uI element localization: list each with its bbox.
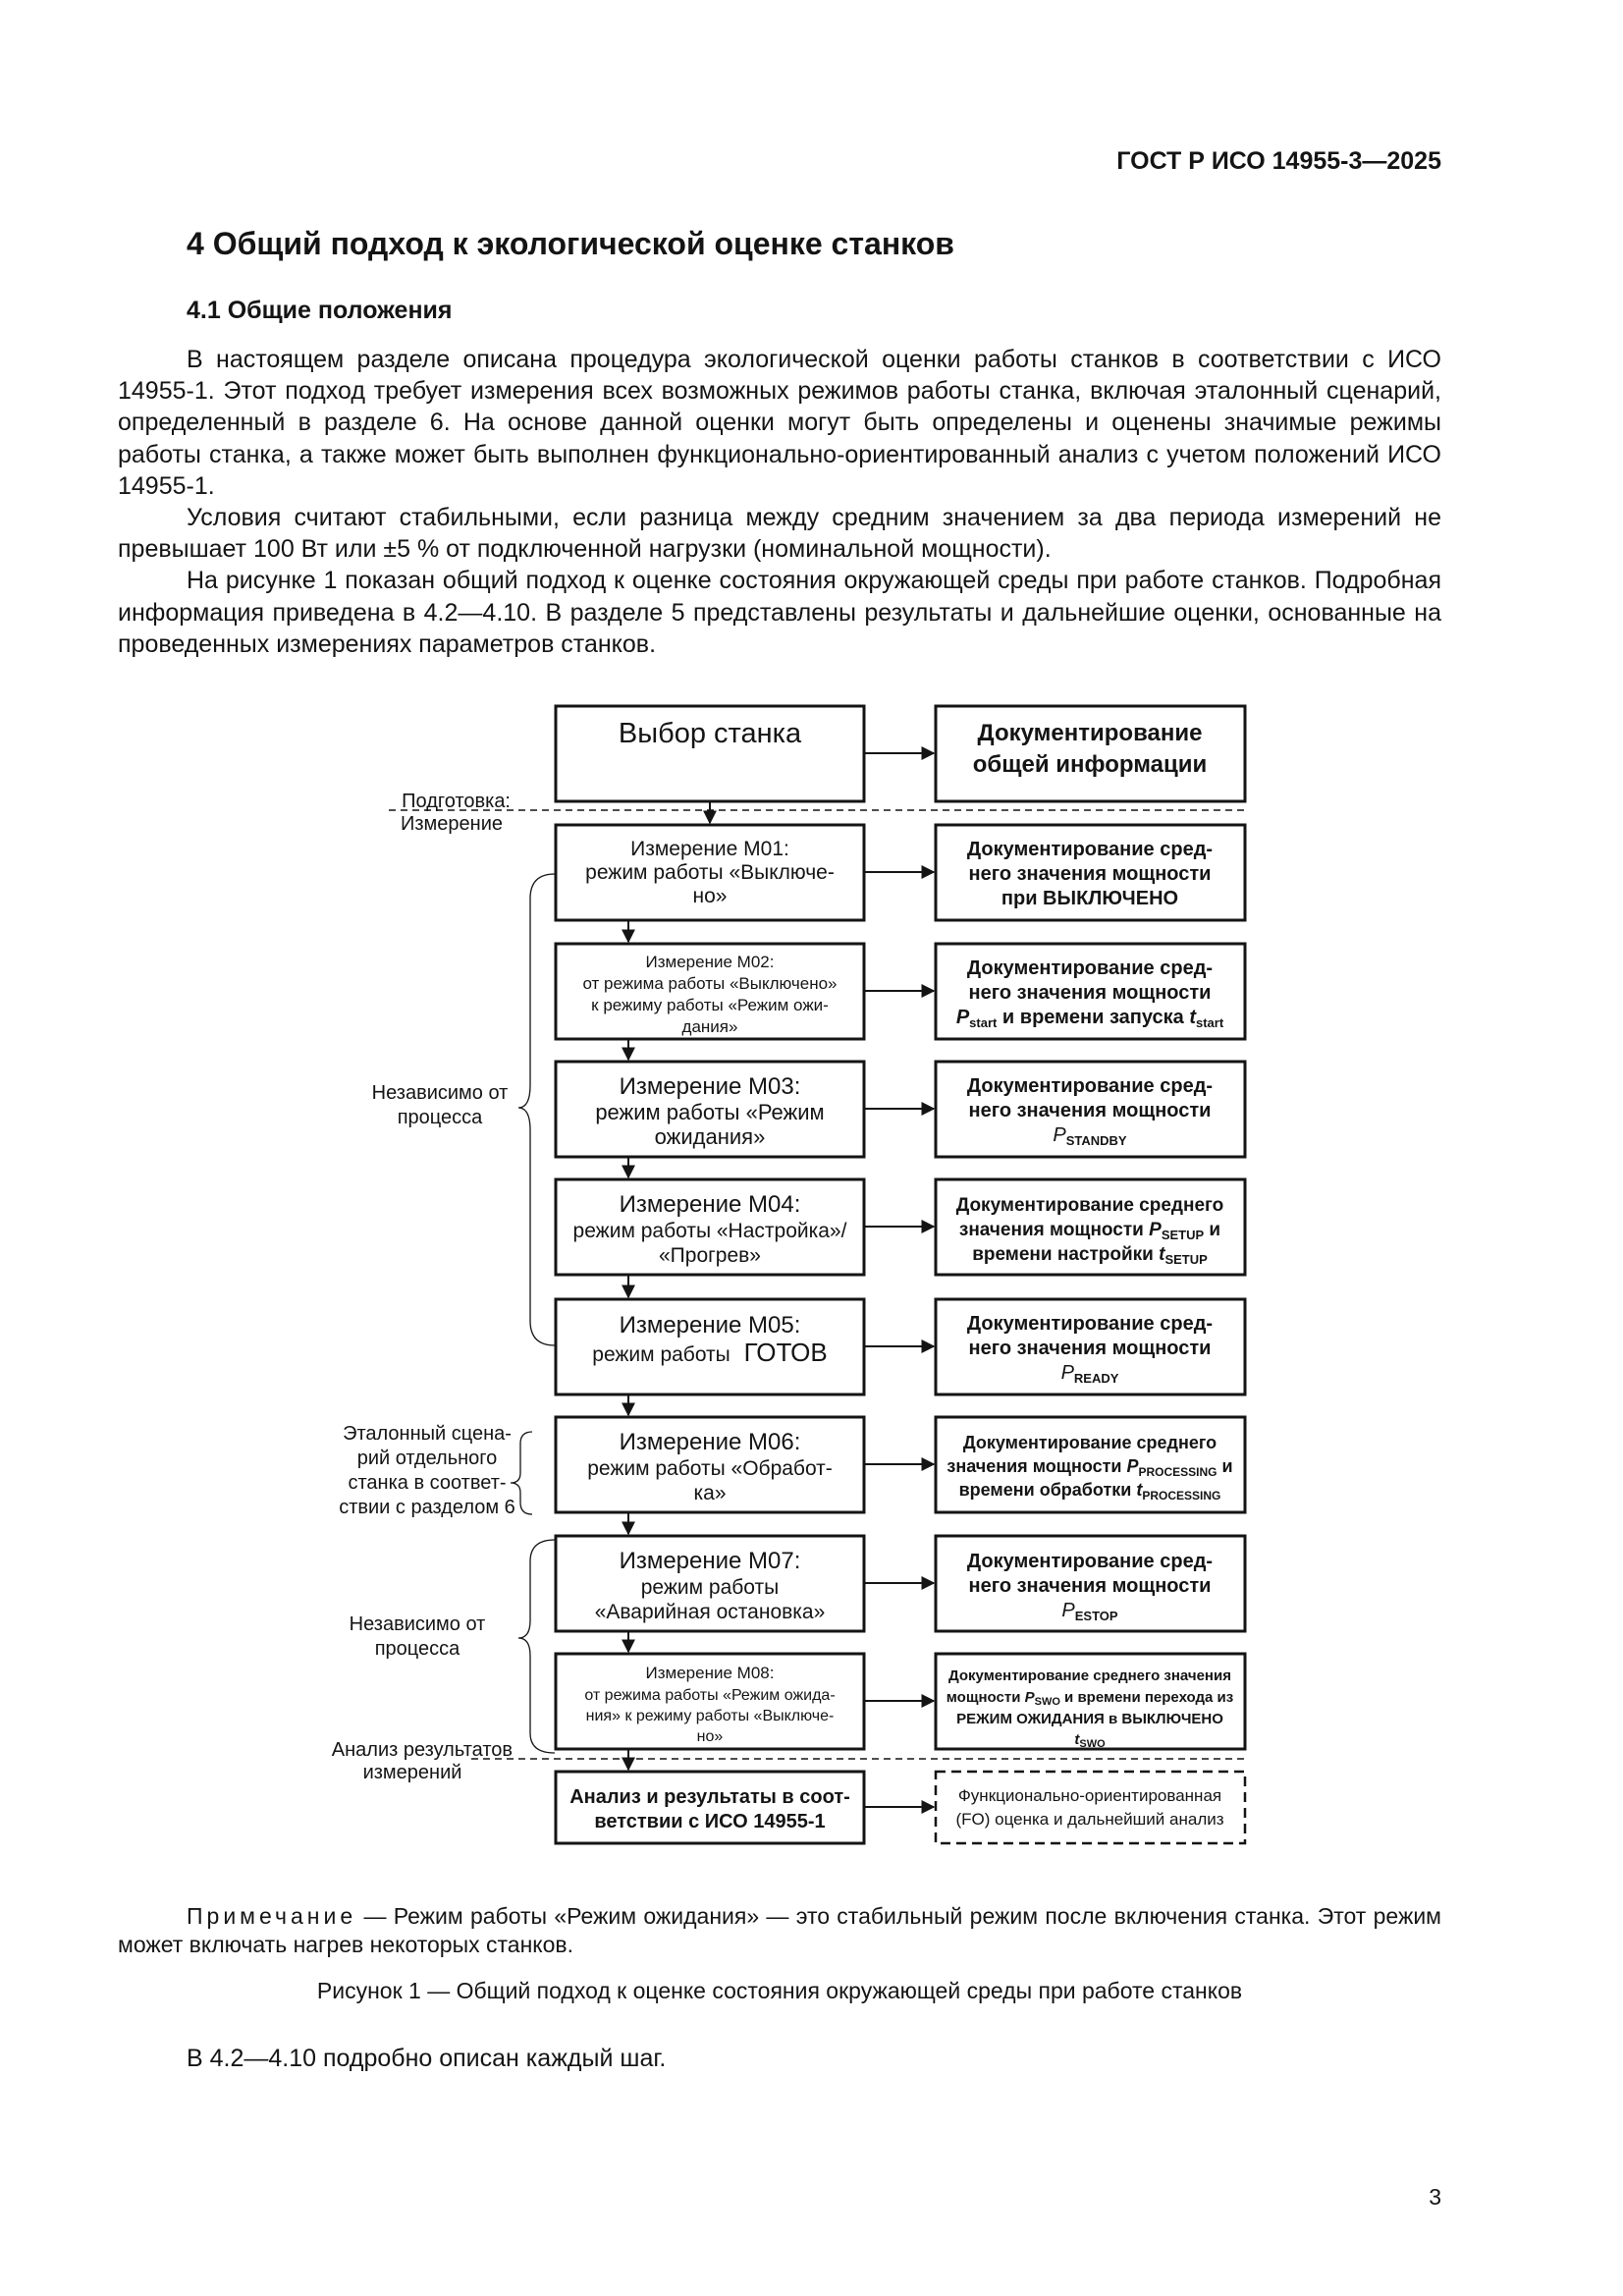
standard-designation: ГОСТ Р ИСО 14955-3—2025 xyxy=(1116,147,1441,175)
doc-m08-line1: Документирование среднего значения xyxy=(948,1667,1231,1684)
step-m02-line2: от режима работы «Выключено» xyxy=(582,974,838,993)
txt: значения мощности xyxy=(958,1220,1150,1240)
step-result-line1: Анализ и результаты в соот- xyxy=(569,1786,850,1808)
txt: и времени перехода из xyxy=(1059,1689,1234,1706)
doc-m08-line3: РЕЖИМ ОЖИДАНИЯ в ВЫКЛЮЧЕНО xyxy=(956,1711,1223,1727)
step-result-line2: ветствии с ИСО 14955-1 xyxy=(594,1811,826,1832)
doc-m05-line1: Документирование сред- xyxy=(966,1313,1214,1335)
doc-m06-line1: Документирование среднего xyxy=(962,1433,1217,1452)
sub: PROCESSING xyxy=(1138,1465,1217,1479)
fo-box xyxy=(936,1772,1245,1843)
sub: ESTOP xyxy=(1074,1609,1118,1623)
step-m08-line1: Измерение М08: xyxy=(645,1664,775,1682)
step-m06-line1: Измерение М06: xyxy=(619,1429,801,1455)
step-m04-line3: «Прогрев» xyxy=(659,1244,761,1267)
step-m06-line3: ка» xyxy=(693,1482,727,1504)
step-m08-line2: от режима работы «Режим ожида- xyxy=(584,1687,836,1704)
step-m02-line1: Измерение М02: xyxy=(645,953,775,971)
doc-m02-line1: Документирование сред- xyxy=(966,957,1214,979)
step-m03-line3: ожидания» xyxy=(654,1124,766,1149)
sub: SETUP xyxy=(1164,1252,1208,1267)
figure-caption: Рисунок 1 — Общий подход к оценке состояния окружающей среды при работе станков xyxy=(316,1978,1243,2003)
note-paragraph xyxy=(118,1902,1441,1959)
step-m05-line1: Измерение М05: xyxy=(619,1312,801,1339)
step-m07-line2: режим работы xyxy=(640,1576,780,1599)
sub: SWO xyxy=(1034,1696,1060,1708)
paragraph: В настоящем разделе описана процедура экологической оценки работы станков в соответствии с ИСО 14955-1. Этот подход требует измерения всех возможных режимов работы станка, включая эталонный сценарий, определенный в разделе 6. На основе данной оценки могут быть определены и оценены значимые режимы работы станка, а также может быть выполнен функционально-ориентированный анализ с учетом положений ИСО 14955-1. xyxy=(118,346,1441,500)
doc-m04-line1: Документирование среднего xyxy=(955,1195,1224,1216)
step-select-machine: Выбор станка xyxy=(618,718,802,749)
doc-general-line2: общей информации xyxy=(972,751,1208,778)
step-m06-line2: режим работы «Обработ- xyxy=(587,1457,833,1480)
sub: start xyxy=(1195,1015,1224,1030)
paragraph: Условия считают стабильными, если разница между средним значением за два периода измерений не превышает 100 Вт или ±5 % от подключенной нагрузки (номинальной мощности). xyxy=(118,504,1441,564)
label-independent-2-line1: Независимо от xyxy=(349,1613,486,1635)
bracket-independent-1 xyxy=(518,874,555,1345)
label-prep-2: Измерение xyxy=(400,813,503,835)
sym: P xyxy=(1061,1600,1075,1621)
txt: значения мощности xyxy=(947,1456,1127,1476)
sym: P xyxy=(955,1007,970,1028)
doc-m05-line2: него значения мощности xyxy=(968,1338,1212,1359)
note-text: — Режим работы «Режим ожидания» — это стабильный режим после включения станка. Этот режим может включать нагрев некоторых станков. xyxy=(118,1903,1441,1957)
step-m07-line1: Измерение М07: xyxy=(619,1548,801,1574)
label-reference-line2: рий отдельного xyxy=(356,1448,498,1469)
doc-m01-line3: при ВЫКЛЮЧЕНО xyxy=(1001,888,1179,909)
subsection-title: 4.1 Общие положения xyxy=(187,297,453,324)
step-m08-line3: ния» к режиму работы «Выключе- xyxy=(585,1708,835,1724)
step-m02-line4: дания» xyxy=(681,1017,738,1036)
label-independent-1-line1: Независимо от xyxy=(371,1082,509,1104)
doc-m01-line2: него значения мощности xyxy=(968,863,1212,885)
label-reference-line4: ствии с разделом 6 xyxy=(339,1497,515,1518)
sym: t xyxy=(1074,1731,1080,1748)
txt: и xyxy=(1204,1220,1221,1240)
label-independent-1-line2: процесса xyxy=(397,1107,483,1128)
sym: P xyxy=(1126,1456,1139,1476)
doc-m08-line2 xyxy=(947,1689,1233,1708)
sub: start xyxy=(969,1015,998,1030)
doc-m03-line2: него значения мощности xyxy=(968,1100,1212,1121)
txt: и xyxy=(1217,1456,1233,1476)
doc-m02-line3 xyxy=(956,1007,1224,1030)
fo-line2: (FO) оценка и дальнейший анализ xyxy=(955,1810,1224,1829)
step-m04-line2: режим работы «Настройка»/ xyxy=(572,1220,847,1242)
sub: PROCESSING xyxy=(1142,1489,1221,1503)
step-m05-mode: режим работы xyxy=(592,1343,730,1366)
doc-m07-line1: Документирование сред- xyxy=(966,1551,1214,1572)
step-m08-line4: но» xyxy=(696,1728,724,1745)
doc-m07-line2: него значения мощности xyxy=(968,1575,1212,1597)
closing-sentence: В 4.2—4.10 подробно описан каждый шаг. xyxy=(187,2045,667,2072)
fo-line1: Функционально-ориентированная xyxy=(957,1786,1222,1805)
sym: t xyxy=(1189,1007,1196,1028)
sub: STANDBY xyxy=(1065,1133,1127,1148)
sym: P xyxy=(1024,1689,1035,1706)
sym: P xyxy=(1053,1124,1066,1146)
step-m03-line2: режим работы «Режим xyxy=(595,1100,825,1124)
section-title: 4 Общий подход к экологической оценке станков xyxy=(187,226,954,261)
doc-general-line1: Документирование xyxy=(977,720,1203,746)
step-m02-line3: к режиму работы «Режим ожи- xyxy=(591,996,829,1014)
step-m07-line3: «Аварийная остановка» xyxy=(594,1601,826,1623)
step-m05-ready: ГОТОВ xyxy=(743,1338,828,1367)
label-reference-line3: станка в соответ- xyxy=(348,1472,507,1494)
sub: SETUP xyxy=(1161,1228,1205,1242)
paragraph: На рисунке 1 показан общий подход к оценке состояния окружающей среды при работе станков. Подробная информация приведена в 4.2—4.10. В разделе 5 представлены результаты и дальнейшие оценки, основанные на проведенных измерениях параметров станков. xyxy=(118,567,1441,658)
label-analysis-2: измерений xyxy=(362,1762,462,1783)
note-label: Примечание xyxy=(187,1903,357,1929)
sub: READY xyxy=(1073,1371,1119,1386)
txt: времени настройки xyxy=(972,1244,1160,1265)
sym: t xyxy=(1136,1480,1143,1500)
doc-m02-line2: него значения мощности xyxy=(968,982,1212,1004)
txt: и времени запуска xyxy=(997,1007,1190,1028)
step-m03-line1: Измерение М03: xyxy=(619,1073,801,1100)
sub: SWO xyxy=(1079,1738,1106,1750)
txt: мощности xyxy=(946,1689,1025,1706)
page-number: 3 xyxy=(1429,2184,1441,2210)
sym: P xyxy=(1060,1362,1074,1384)
doc-m03-line1: Документирование сред- xyxy=(966,1075,1214,1097)
step-m01-line1: Измерение М01: xyxy=(630,838,789,860)
sym: P xyxy=(1149,1220,1162,1240)
doc-m01-line1: Документирование сред- xyxy=(966,839,1214,860)
step-m01-line2: режим работы «Выключе- xyxy=(585,861,835,884)
label-independent-2-line2: процесса xyxy=(374,1638,460,1660)
bracket-independent-2 xyxy=(518,1540,555,1753)
txt: времени обработки xyxy=(958,1480,1137,1500)
label-analysis-1: Анализ результатов xyxy=(331,1739,513,1761)
sym: t xyxy=(1159,1244,1165,1265)
figure-note xyxy=(118,1902,1441,1959)
step-m04-line1: Измерение М04: xyxy=(619,1191,801,1218)
label-prep-1: Подготовка: xyxy=(402,791,511,812)
step-m01-line3: но» xyxy=(692,885,728,907)
label-reference-line1: Эталонный сцена- xyxy=(343,1423,512,1445)
